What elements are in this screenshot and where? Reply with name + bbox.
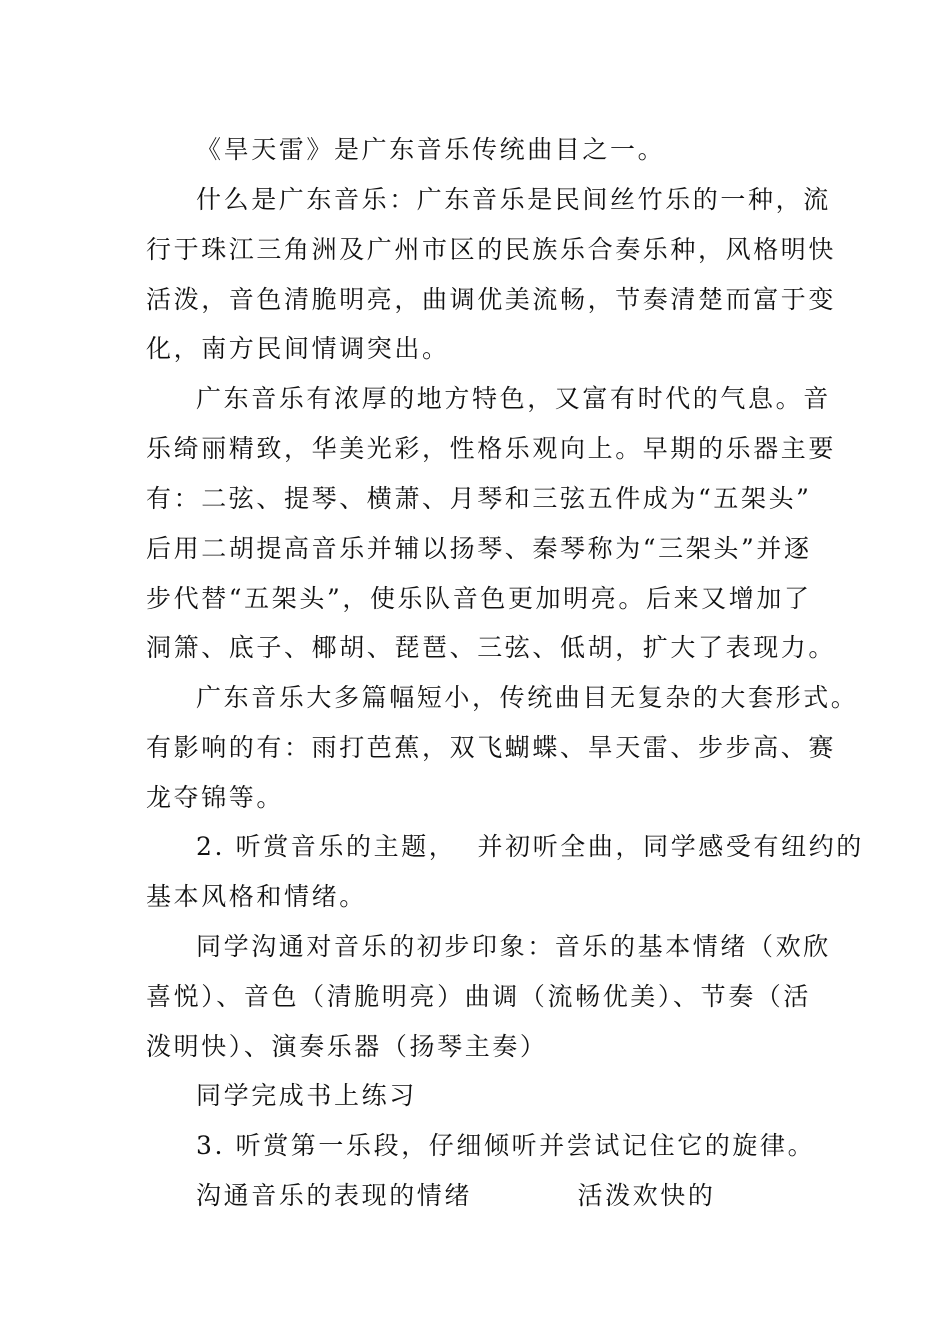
text-line: 沟通音乐的表现的情绪 活泼欢快的: [196, 1181, 716, 1210]
text-line: 乐绮丽精致，华美光彩，性格乐观向上。早期的乐器主要: [146, 434, 837, 463]
text-line: 广东音乐大多篇幅短小，传统曲目无复杂的大套形式。: [196, 683, 859, 712]
text-line: 广东音乐有浓厚的地方特色，又富有时代的气息。音: [196, 384, 831, 413]
text-line: 3. 听赏第一乐段，仔细倾听并尝试记住它的旋律。: [196, 1131, 816, 1160]
text-line: 有影响的有：雨打芭蕉，双飞蝴蝶、旱天雷、步步高、赛: [146, 733, 837, 762]
text-line: 《旱天雷》是广东音乐传统曲目之一。: [196, 135, 666, 164]
text-line: 有：二弦、提琴、横萧、月琴和三弦五件成为“五架头”: [146, 484, 812, 513]
text-line: 同学完成书上练习: [196, 1081, 417, 1110]
text-line: 洞箫、底子、椰胡、琵琶、三弦、低胡，扩大了表现力。: [146, 633, 837, 662]
text-line: 活泼，音色清脆明亮，曲调优美流畅，节奏清楚而富于变: [146, 285, 837, 314]
text-line: 化，南方民间情调突出。: [146, 334, 450, 363]
text-line: 龙夺锦等。: [146, 783, 285, 812]
text-line: 喜悦）、音色（清脆明亮）曲调（流畅优美）、节奏（活: [146, 982, 812, 1011]
text-line: 泼明快）、演奏乐器（扬琴主奏）: [146, 1032, 548, 1061]
text-line: 后用二胡提高音乐并辅以扬琴、秦琴称为“三架头”并逐: [146, 534, 812, 563]
text-line: 同学沟通对音乐的初步印象：音乐的基本情绪（欢欣: [196, 932, 831, 961]
text-line: 步代替“五架头”，使乐队音色更加明亮。后来又增加了: [146, 584, 812, 613]
text-line: 2. 听赏音乐的主题， 并初听全曲，同学感受有纽约的: [196, 832, 864, 861]
text-line: 什么是广东音乐：广东音乐是民间丝竹乐的一种，流: [196, 185, 831, 214]
text-line: 基本风格和情绪。: [146, 882, 367, 911]
text-line: 行于珠江三角洲及广州市区的民族乐合奏乐种，风格明快: [146, 235, 837, 264]
